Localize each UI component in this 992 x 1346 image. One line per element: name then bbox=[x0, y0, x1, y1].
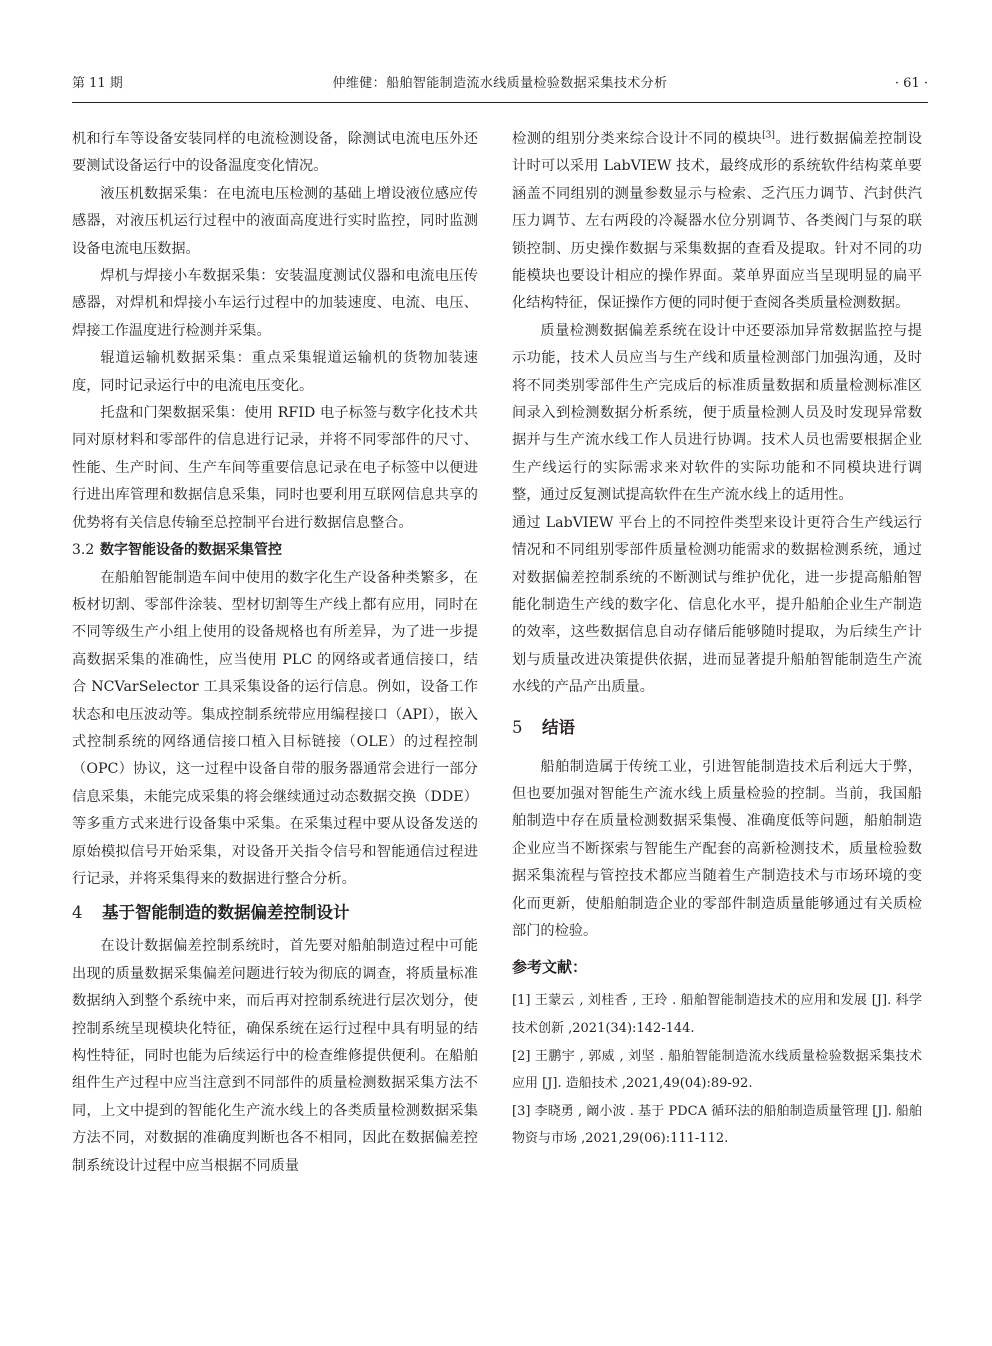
paragraph-digital-devices: 在船舶智能制造车间中使用的数字化生产设备种类繁多，在板材切割、零部件涂装、型材切割等生产线上都有应用，同时在不同等级生产小组上使用的设备规格也有所差异，为了进一步提高数据采集的准确性，应当使用 PLC 的网络或者通信接口，结合 NCVarSelector 工具采集设备的运行信息。例如，设备工作状态和电压波动等。集成控制系统带应用编程接口（API），嵌入式控制系统的网络通信接口植入目标链接（OLE）的过程控制（OPC）协议，这一过程中设备自带的服务器通常会进行一部分信息采集，未能完成采集的将会继续通过动态数据交换（DDE）等多重方式来进行设备集中采集。在采集过程中要从设备发送的原始模拟信号开始采集，对设备开关指令信号和智能通信过程进行记录，并将采集得来的数据进行整合分析。 bbox=[72, 569, 478, 887]
paragraph-anomaly-monitoring: 质量检测数据偏差系统在设计中还要添加异常数据监控与提示功能，技术人员应当与生产线和质量检测部门加强沟通，及时将不同类别零部件生产完成后的标准质量数据和质量检测标准区间录入到检测数据分析系统，便于质量检测人员及时发现异常数据并与生产流水线工作人员进行协调。技术人员也需要根据企业生产线运行的实际需求来对软件的实际功能和不同模块进行调整，通过反复测试提高软件在生产流水线上的适用性。 bbox=[512, 322, 922, 504]
section-heading-3-2 bbox=[72, 537, 478, 564]
right-column bbox=[512, 126, 922, 1153]
section-number: 5 bbox=[512, 717, 523, 737]
reference-item: [3] 李晓勇 , 阚小波 . 基于 PDCA 循环法的船舶制造质量管理 [J]. 船舶物资与市场 ,2021,29(06):111-112. bbox=[512, 1103, 922, 1147]
section-title: 结语 bbox=[542, 717, 575, 737]
reference-item: [1] 王蒙云 , 刘桂香 , 王玲 . 船舶智能制造技术的应用和发展 [J]. 科学技术创新 ,2021(34):142-144. bbox=[512, 993, 922, 1036]
paragraph-hydraulic-press: 液压机数据采集：在电流电压检测的基础上增设液位感应传感器，对液压机运行过程中的液面高度进行实时监控，同时监测设备电流电压数据。 bbox=[72, 185, 478, 257]
section-title: 基于智能制造的数据偏差控制设计 bbox=[102, 903, 350, 923]
page-number: · 61 · bbox=[894, 76, 928, 91]
paragraph-labview-platform: 通过 LabVIEW 平台上的不同控件类型来设计更符合生产线运行情况和不同组别零部件质量检测功能需求的数据检测系统，通过对数据偏差控制系统的不断测试与维护优化，进一步提高船舶智能化制造生产线的数字化、信息化水平，提升船舶企业生产制造的效率，这些数据信息自动存储后能够随时提取，为后续生产计划与质量改进决策提供依据，进而显著提升船舶智能制造生产流水线的产品产出质量。 bbox=[512, 514, 922, 696]
article-running-title: 仲维健：船舶智能制造流水线质量检验数据采集技术分析 bbox=[332, 76, 668, 91]
reference-item: [2] 王鹏宇 , 郭威 , 刘坚 . 船舶智能制造流水线质量检验数据采集技术应用 [J]. 造船技术 ,2021,49(04):89-92. bbox=[512, 1048, 922, 1092]
left-column bbox=[72, 126, 478, 1180]
paragraph-labview-design bbox=[512, 126, 922, 318]
paragraph-welding: 焊机与焊接小车数据采集：安装温度测试仪器和电流电压传感器，对焊机和焊接小车运行过程中的加装速度、电流、电压、焊接工作温度进行检测并采集。 bbox=[72, 268, 478, 339]
issue-number: 第 11 期 bbox=[72, 76, 123, 91]
paragraph-pallet-gantry: 托盘和门架数据采集：使用 RFID 电子标签与数字化技术共同对原材料和零部件的信息进行记录，并将不同零部件的尺寸、性能、生产时间、生产车间等重要信息记录在电子标签中以便进行进出库管理和数据信息采集，同时也要利用互联网信息共享的优势将有关信息传输至总控制平台进行数据信息整合。 bbox=[72, 405, 478, 531]
section-number: 4 bbox=[72, 903, 83, 923]
paragraph-continued: 机和行车等设备安装同样的电流检测设备，除测试电流电压外还要测试设备运行中的设备温度变化情况。 bbox=[72, 131, 478, 175]
section-title: 数字智能设备的数据采集管控 bbox=[100, 542, 282, 559]
paragraph-deviation-control: 在设计数据偏差控制系统时，首先要对船舶制造过程中可能出现的质量数据采集偏差问题进行较为彻底的调查，将质量标准数据纳入到整个系统中来，而后再对控制系统进行层次划分，使控制系统呈现模块化特征，确保系统在运行过程中具有明显的结构性特征，同时也能为后续运行中的检查维修提供便利。在船舶组件生产过程中应当注意到不同部件的质量检测数据采集方法不同，上文中提到的智能化生产流水线上的各类质量检测数据采集方法不同，对数据的准确度判断也各不相同，因此在数据偏差控制系统设计过程中应当根据不同质量 bbox=[72, 938, 478, 1174]
paragraph-conclusion: 船舶制造属于传统工业，引进智能制造技术后利远大于弊，但也要加强对智能生产流水线上质量检验的控制。当前，我国船舶制造中存在质量检测数据采集慢、准确度低等问题，船舶制造企业应当不断探索与智能生产配套的高新检测技术，质量检验数据采集流程与管控技术都应当随着生产制造技术与市场环境的变化而更新，使船舶制造企业的零部件制造质量能够通过有关质检部门的检验。 bbox=[512, 758, 922, 939]
paragraph-text: 。进行数据偏差控制设计时可以采用 LabVIEW 技术，最终成形的系统软件结构菜单要涵盖不同组别的测量参数显示与检索、乏汽压力调节、汽封供汽压力调节、左右两段的冷凝器水位分别调节、各类阀门与泵的联锁控制、历史操作数据与采集数据的查看及提取。针对不同的功能模块也要设计相应的操作界面。菜单界面应当呈现明显的扁平化结构特征，保证操作方便的同时便于查阅各类质量检测数据。 bbox=[512, 131, 922, 312]
section-heading-5 bbox=[512, 708, 922, 748]
running-header bbox=[72, 74, 928, 94]
paragraph-roller-conveyor: 辊道运输机数据采集：重点采集辊道运输机的货物加装速度，同时记录运行中的电流电压变化。 bbox=[72, 350, 478, 394]
section-number: 3.2 bbox=[72, 542, 95, 559]
citation-marker: [3] bbox=[762, 130, 775, 141]
references-heading: 参考文献： bbox=[512, 958, 588, 977]
section-heading-4 bbox=[72, 893, 478, 933]
header-divider bbox=[72, 102, 928, 103]
paragraph-text: 检测的组别分类来综合设计不同的模块 bbox=[512, 131, 763, 147]
